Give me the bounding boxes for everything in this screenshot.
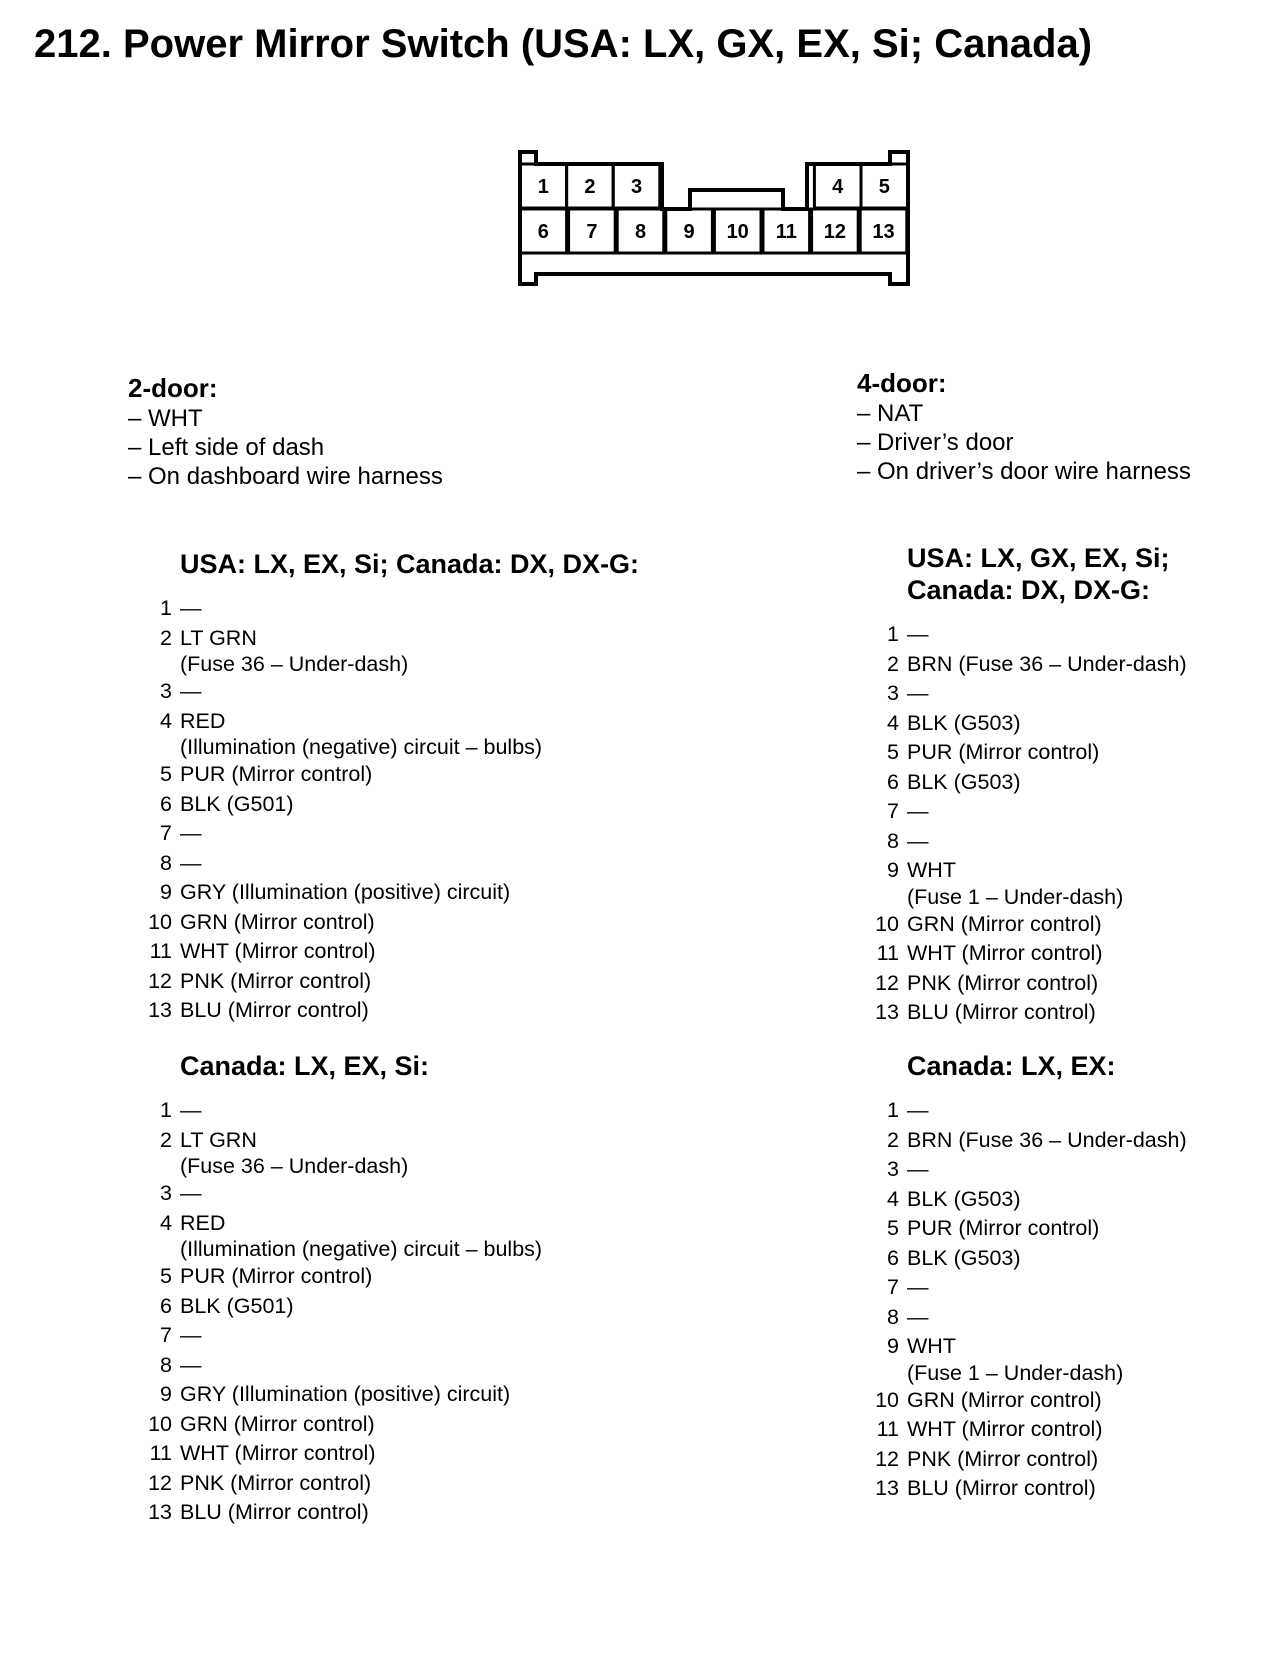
section-title-line: Canada: LX, EX, Si: [180, 1051, 430, 1081]
pin-row [887, 679, 1187, 709]
pin-description: PUR (Mirror control) [907, 1216, 1100, 1240]
pin-number: 11 [149, 1441, 172, 1465]
pin-row [887, 797, 1187, 827]
pin-description: — [180, 1323, 202, 1347]
pin-row [160, 594, 639, 624]
connector-pin-label: 7 [586, 221, 598, 243]
pin-number: 6 [887, 769, 899, 794]
location-2door-line: – Left side of dash [128, 434, 325, 461]
pin-row [875, 910, 1187, 940]
pin-row [160, 1351, 542, 1381]
pin-description: — [907, 1098, 929, 1122]
pinout-section-usa-lx-ex-si [148, 548, 640, 1026]
pin-row [160, 1209, 543, 1263]
pin-description-detail: (Fuse 36 – Under-dash) [180, 1154, 409, 1178]
section-title [907, 542, 1187, 606]
pin-number: 1 [887, 622, 899, 646]
pin-number: 3 [887, 681, 899, 705]
connector-pin-label: 9 [683, 221, 695, 243]
pin-description: PNK (Mirror control) [907, 970, 1099, 995]
location-2door-line: – On dashboard wire harness [128, 463, 443, 490]
pin-row [160, 1292, 542, 1322]
pin-row [887, 709, 1187, 739]
pin-row [875, 1386, 1187, 1416]
connector-pin-label: 12 [823, 221, 847, 243]
pin-description: BLU (Mirror control) [907, 1000, 1096, 1024]
pin-description: LT GRN [180, 1127, 257, 1152]
pin-number: 11 [876, 941, 899, 965]
pin-row [875, 998, 1187, 1028]
pin-description-detail: (Fuse 1 – Under-dash) [907, 1360, 1124, 1385]
pin-description: GRY (Illumination (positive) circuit) [180, 880, 511, 904]
pinout-section-canada-lx-ex-si [148, 1050, 543, 1528]
pin-description-detail: (Illumination (negative) circuit – bulbs) [180, 735, 543, 759]
page-title: 212. Power Mirror Switch (USA: LX, GX, EX, Si; Canada) [34, 22, 1093, 66]
connector-pin-label: 6 [537, 221, 549, 243]
pin-description: — [907, 1275, 929, 1299]
pin-description: PNK (Mirror control) [180, 968, 372, 993]
connector-pin-label: 2 [584, 176, 596, 198]
connector-pin-label: 3 [630, 176, 643, 198]
connector-diagram [518, 150, 910, 286]
pin-description: PNK (Mirror control) [907, 1446, 1099, 1471]
pin-description: GRY (Illumination (positive) circuit) [180, 1382, 511, 1406]
pin-number: 13 [875, 1476, 899, 1500]
pin-description: PUR (Mirror control) [907, 740, 1100, 764]
pin-description: GRN (Mirror control) [907, 1387, 1102, 1412]
pin-description: BRN (Fuse 36 – Under-dash) [907, 1127, 1187, 1152]
pin-number: 8 [887, 828, 899, 853]
pin-number: 9 [887, 1334, 899, 1358]
pin-number: 9 [887, 858, 899, 882]
pin-number: 3 [160, 679, 172, 703]
pin-description: BLK (G503) [907, 1186, 1021, 1211]
pin-number: 4 [160, 1210, 172, 1235]
pin-description: — [907, 1157, 929, 1181]
pin-row [148, 996, 639, 1026]
pin-description: — [907, 828, 929, 853]
pin-row [148, 1498, 542, 1528]
pin-number: 7 [887, 1275, 899, 1299]
pin-row [887, 1244, 1187, 1274]
pin-description: GRN (Mirror control) [180, 1411, 375, 1436]
pin-row [887, 1303, 1187, 1333]
pin-row [876, 1415, 1187, 1445]
pin-description: — [907, 799, 929, 823]
pin-number: 8 [160, 1352, 172, 1377]
pin-row [148, 967, 639, 997]
pin-row [149, 1439, 542, 1469]
pin-row [887, 1185, 1187, 1215]
section-title-line: Canada: DX, DX-G: [907, 575, 1151, 605]
pin-number: 10 [148, 1411, 172, 1436]
pin-description: WHT (Mirror control) [907, 1417, 1103, 1441]
pin-row [160, 1321, 542, 1351]
pin-row [148, 1410, 542, 1440]
location-4door [857, 367, 1191, 486]
pin-description: — [907, 1304, 929, 1329]
pin-description: WHT (Mirror control) [907, 941, 1103, 965]
pin-row [876, 939, 1187, 969]
pin-row [160, 1380, 542, 1410]
pin-number: 1 [160, 1098, 172, 1122]
location-4door-line: – NAT [857, 400, 924, 427]
pin-description: BLK (G503) [907, 769, 1021, 794]
pin-row [887, 650, 1187, 680]
section-title [180, 1050, 542, 1082]
pin-number: 3 [887, 1157, 899, 1181]
pin-description: BLU (Mirror control) [907, 1476, 1096, 1500]
pin-description: WHT [907, 858, 956, 882]
pin-number: 13 [875, 1000, 899, 1024]
pin-row [887, 1332, 1187, 1386]
pin-description: RED [180, 708, 226, 733]
pin-number: 1 [160, 596, 172, 620]
pin-number: 11 [149, 939, 172, 963]
pin-number: 2 [887, 651, 899, 676]
pin-row [160, 1262, 542, 1292]
pin-description-detail: (Illumination (negative) circuit – bulbs) [180, 1237, 543, 1261]
connector-pin-label: 4 [832, 176, 844, 198]
pin-row [160, 819, 639, 849]
pin-description: BRN (Fuse 36 – Under-dash) [907, 651, 1187, 676]
pin-description: — [907, 622, 929, 646]
pin-number: 9 [160, 880, 172, 904]
pin-description: LT GRN [180, 625, 257, 650]
pin-description: BLU (Mirror control) [180, 998, 369, 1022]
pin-description: PUR (Mirror control) [180, 762, 373, 786]
pin-description: BLU (Mirror control) [180, 1500, 369, 1524]
pin-description: — [180, 679, 202, 703]
pin-number: 2 [160, 1127, 172, 1152]
section-title-line: USA: LX, GX, EX, Si; [907, 543, 1170, 573]
pin-row [149, 937, 639, 967]
pin-description: — [180, 821, 202, 845]
pin-row [160, 1179, 542, 1209]
pin-number: 7 [887, 799, 899, 823]
pin-row [148, 1469, 542, 1499]
section-title [180, 548, 639, 580]
pin-description: WHT [907, 1334, 956, 1358]
pin-row [160, 1126, 542, 1180]
pinout-section-canada-lx-ex [875, 1050, 1187, 1504]
pin-row [887, 827, 1187, 857]
pin-number: 7 [160, 821, 172, 845]
pin-number: 4 [160, 708, 172, 733]
section-title-line: USA: LX, EX, Si; Canada: DX, DX-G: [180, 549, 640, 579]
pin-row [875, 1445, 1187, 1475]
pin-description: BLK (G501) [180, 791, 294, 816]
pin-number: 3 [160, 1181, 172, 1205]
pin-number: 6 [160, 791, 172, 816]
pin-description: WHT (Mirror control) [180, 939, 376, 963]
pin-description: — [180, 1352, 202, 1377]
pin-number: 1 [887, 1098, 899, 1122]
pin-row [160, 677, 639, 707]
pin-row [160, 1096, 542, 1126]
pin-row [160, 790, 639, 820]
location-2door-heading: 2-door: [128, 373, 218, 403]
section-title [907, 1050, 1187, 1082]
pin-number: 10 [875, 1387, 899, 1412]
pin-number: 5 [887, 740, 899, 764]
pin-row [160, 760, 639, 790]
pin-row [887, 1273, 1187, 1303]
pin-row [887, 768, 1187, 798]
pin-row [887, 1126, 1187, 1156]
pin-row [160, 849, 639, 879]
pin-description: PNK (Mirror control) [180, 1470, 372, 1495]
connector-pin-label: 13 [872, 221, 895, 243]
pin-description: BLK (G503) [907, 1245, 1021, 1270]
pin-description: BLK (G503) [907, 710, 1021, 735]
pin-row [875, 969, 1187, 999]
pin-number: 4 [887, 710, 899, 735]
pin-number: 5 [160, 1264, 172, 1288]
pin-description: GRN (Mirror control) [180, 909, 375, 934]
pin-description: — [180, 1181, 202, 1205]
connector-pin-label: 1 [537, 176, 549, 198]
pin-description: — [180, 850, 202, 875]
location-2door [128, 372, 443, 491]
pin-number: 12 [148, 1470, 172, 1495]
pin-number: 5 [887, 1216, 899, 1240]
connector-pin-label: 11 [775, 221, 797, 243]
location-4door-heading: 4-door: [857, 368, 947, 398]
pin-description: — [180, 1098, 202, 1122]
pin-number: 12 [875, 1446, 899, 1471]
pin-number: 7 [160, 1323, 172, 1347]
pin-number: 12 [148, 968, 172, 993]
pin-number: 11 [876, 1417, 899, 1441]
pin-row [160, 707, 639, 761]
pin-row [160, 878, 639, 908]
pin-number: 2 [160, 625, 172, 650]
pin-description: BLK (G501) [180, 1293, 294, 1318]
pin-row [887, 1096, 1187, 1126]
pin-row [160, 624, 639, 678]
location-4door-line: – Driver’s door [857, 429, 1014, 456]
connector-pin-label: 10 [726, 221, 749, 243]
pin-description: PUR (Mirror control) [180, 1264, 373, 1288]
pin-number: 9 [160, 1382, 172, 1406]
pin-number: 2 [887, 1127, 899, 1152]
pin-description: — [907, 681, 929, 705]
pin-number: 12 [875, 970, 899, 995]
pin-number: 13 [148, 998, 172, 1022]
pin-row [148, 908, 639, 938]
pin-description: GRN (Mirror control) [907, 911, 1102, 936]
pin-description-detail: (Fuse 36 – Under-dash) [180, 652, 409, 676]
pin-number: 10 [148, 909, 172, 934]
pin-description-detail: (Fuse 1 – Under-dash) [907, 884, 1124, 909]
pin-number: 6 [887, 1245, 899, 1270]
pin-row [875, 1474, 1187, 1504]
pin-description: WHT (Mirror control) [180, 1441, 376, 1465]
pin-row [887, 856, 1187, 910]
pin-number: 4 [887, 1186, 899, 1211]
location-4door-line: – On driver’s door wire harness [857, 458, 1191, 485]
pin-number: 10 [875, 911, 899, 936]
pin-row [887, 1155, 1187, 1185]
connector-pin-label: 5 [878, 176, 890, 198]
connector-pin-label: 8 [634, 221, 647, 243]
pin-number: 13 [148, 1500, 172, 1524]
pin-description: — [180, 596, 202, 620]
pin-row [887, 1214, 1187, 1244]
pin-number: 8 [160, 850, 172, 875]
pin-number: 8 [887, 1304, 899, 1329]
pin-row [887, 738, 1187, 768]
pin-row [887, 620, 1187, 650]
pinout-section-usa-lx-gx-ex-si [875, 542, 1187, 1028]
section-title-line: Canada: LX, EX: [907, 1051, 1116, 1081]
pin-number: 6 [160, 1293, 172, 1318]
location-2door-line: – WHT [128, 405, 203, 432]
pin-description: RED [180, 1210, 226, 1235]
pin-number: 5 [160, 762, 172, 786]
